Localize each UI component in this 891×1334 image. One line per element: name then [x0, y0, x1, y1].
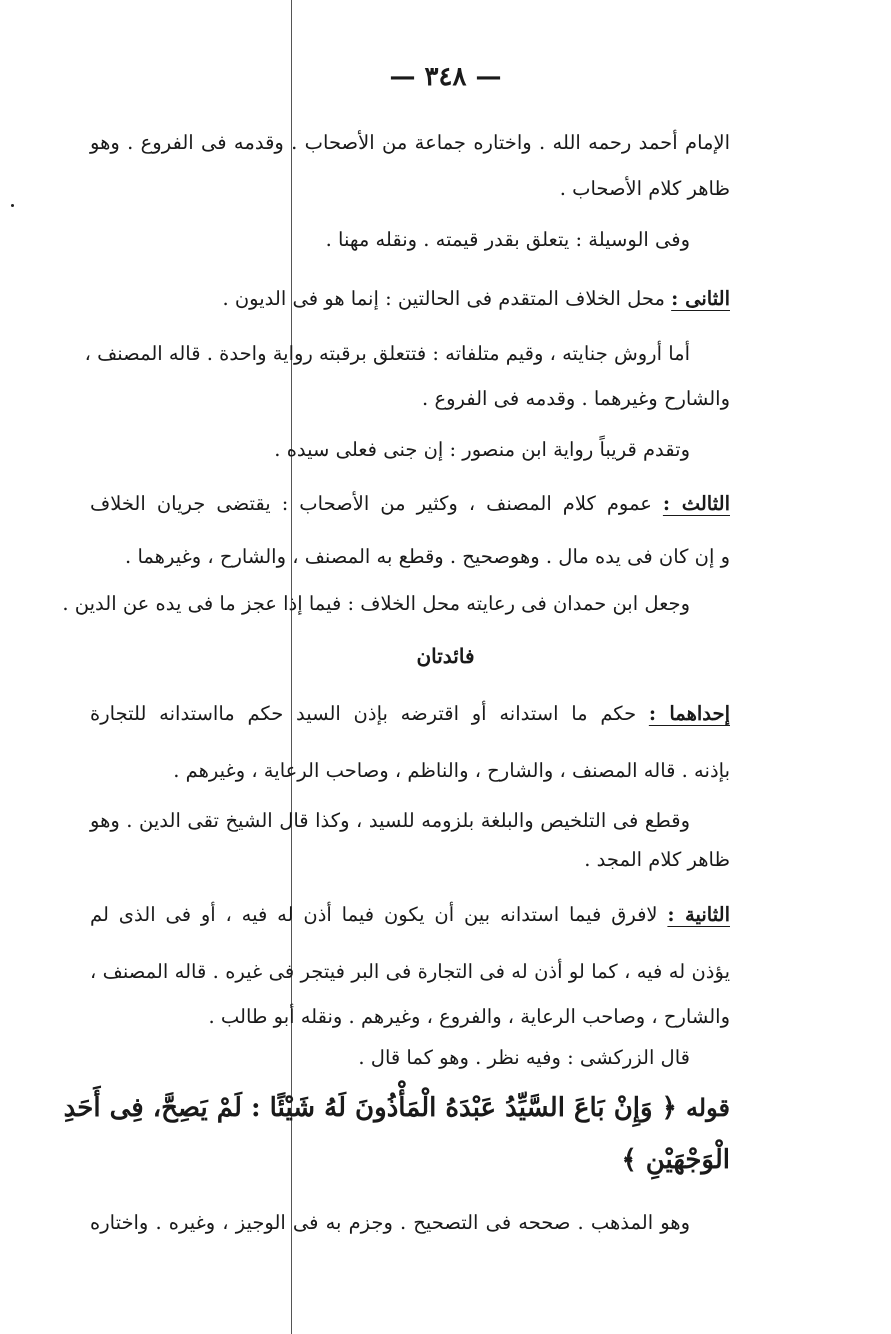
- text-line: وقطع فى التلخيص والبلغة بلزومه للسيد ، وكذا قال الشيخ تقى الدين . وهو: [90, 809, 690, 832]
- text-line: قال الزركشى : وفيه نظر . وهو كما قال .: [358, 1046, 690, 1069]
- text-line: إحداهما : حكم ما استدانه أو اقترضه بإذن السيد حكم مااستدانه للتجارة: [90, 702, 730, 725]
- text-line: الإمام أحمد رحمه الله . واختاره جماعة من الأصحاب . وقدمه فى الفروع . وهو: [90, 131, 730, 154]
- section-title: فائدتان: [416, 644, 475, 668]
- text-line: الثانية : لافرق فيما استدانه بين أن يكون فيما أذن له فيه ، أو فى الذى لم: [90, 903, 730, 926]
- quoted-text-line: قوله ﴿ وَإِنْ بَاعَ السَّيِّدُ عَبْدَهُ الْمَأْذُونَ لَهُ شَيْئًا : لَمْ يَصِحَّ، فِى أَحَدِ: [63, 1093, 730, 1123]
- paragraph-heading: الثالث :: [662, 492, 730, 515]
- text-line: والشارح وغيرهما . وقدمه فى الفروع .: [422, 387, 730, 410]
- quote-keyword: قوله: [685, 1093, 730, 1122]
- text-line: وفى الوسيلة : يتعلق بقدر قيمته . ونقله مهنا .: [325, 228, 690, 251]
- text-line: يؤذن له فيه ، كما لو أذن له فى التجارة فى البر فيتجر فى غيره . قاله المصنف ،: [90, 960, 730, 983]
- text-line: الثالث : عموم كلام المصنف ، وكثير من الأصحاب : يقتضى جريان الخلاف: [90, 492, 730, 515]
- text-line: الثانى : محل الخلاف المتقدم فى الحالتين : إنما هو فى الديون .: [222, 287, 730, 310]
- text-line: أما أروش جنايته ، وقيم متلفاته : فتتعلق برقبته رواية واحدة . قاله المصنف ،: [84, 342, 690, 365]
- text-line: بإذنه . قاله المصنف ، والشارح ، والناظم ، وصاحب الرعاية ، وغيرهم .: [173, 759, 730, 782]
- text-line: و إن كان فى يده مال . وهوصحيح . وقطع به المصنف ، والشارح ، وغيرهما .: [125, 545, 730, 568]
- text-line: وهو المذهب . صححه فى التصحيح . وجزم به فى الوجيز ، وغيره . واختاره: [90, 1211, 690, 1234]
- paragraph-heading: إحداهما :: [648, 702, 730, 725]
- page-number: — ٣٤٨ —: [389, 62, 502, 92]
- text-line: ظاهر كلام المجد .: [584, 848, 730, 871]
- text-line: والشارح ، وصاحب الرعاية ، والفروع ، وغيرهم . ونقله أبو طالب .: [208, 1005, 730, 1028]
- stray-ink-dot: [11, 204, 14, 207]
- text-line: ظاهر كلام الأصحاب .: [559, 177, 730, 200]
- text-line: وتقدم قريباً رواية ابن منصور : إن جنى فعلى سيده .: [274, 438, 690, 461]
- text-line: وجعل ابن حمدان فى رعايته محل الخلاف : فيما إذا عجز ما فى يده عن الدين .: [62, 592, 690, 615]
- paragraph-heading: الثانية :: [667, 903, 730, 926]
- quoted-text-line: الْوَجْهَيْنِ ﴾: [621, 1145, 730, 1175]
- paragraph-heading: الثانى :: [671, 287, 730, 310]
